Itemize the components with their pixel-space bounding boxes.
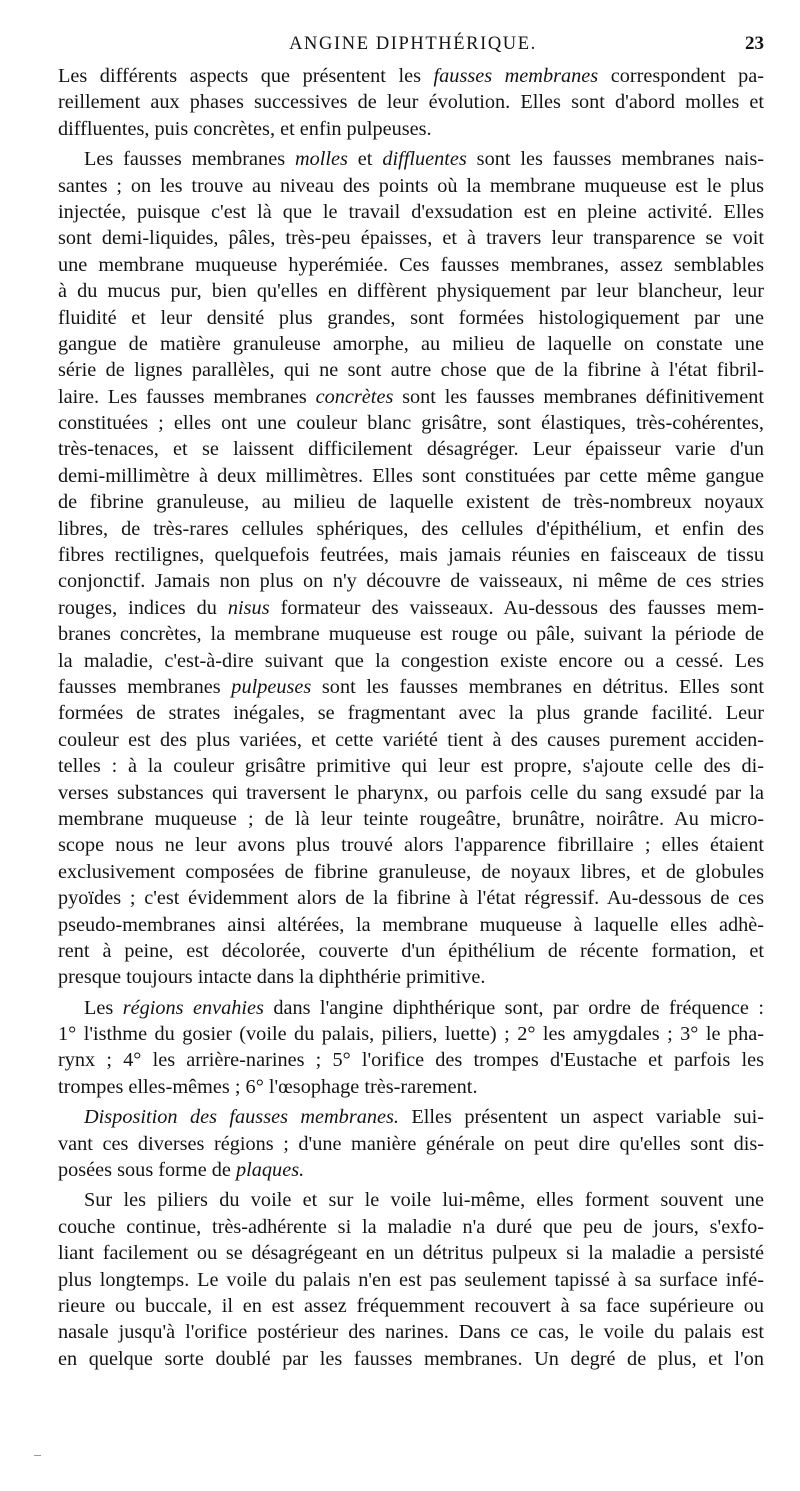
text-line: une membrane muqueuse hyperémiée. Ces fausses membranes, assez semblables: [58, 253, 764, 276]
text-line: vant ces diverses régions ; d'une manière générale on peut dire qu'elles sont dis-: [58, 1132, 764, 1155]
text-line: Disposition des fausses membranes. Elles présentent un aspect variable sui-: [84, 1106, 764, 1129]
text-line: la maladie, c'est-à-dire suivant que la congestion existe encore ou a cessé. Les: [58, 649, 764, 672]
text-line: fausses membranes pulpeuses sont les fausses membranes en détritus. Elles sont: [58, 675, 764, 698]
text-line: laire. Les fausses membranes concrètes sont les fausses membranes définitivement: [58, 385, 764, 408]
paragraph-evolution: [58, 63, 764, 142]
text-line: de fibrine granuleuse, au milieu de laquelle existent de très-nombreux noyaux: [58, 491, 764, 514]
text-line: membrane muqueuse ; de là leur teinte rougeâtre, brunâtre, noirâtre. Au micro-: [58, 807, 764, 830]
text-line: 1° l'isthme du gosier (voile du palais, piliers, luette) ; 2° les amygdales ; 3° le pha-: [58, 1023, 764, 1046]
text-line: rieure ou buccale, il en est assez fréquemment recouvert à sa face supérieure ou: [58, 1294, 764, 1317]
text-line: posées sous forme de plaques.: [58, 1159, 305, 1182]
text-line: rent à peine, est décolorée, couverte d'un épithélium de récente formation, et: [58, 939, 764, 962]
text-line: exclusivement composées de fibrine granuleuse, de noyaux libres, et de globules: [58, 860, 764, 883]
page-number: 23: [745, 33, 764, 54]
text-line: rouges, indices du nisus formateur des vaisseaux. Au-dessous des fausses mem-: [58, 596, 764, 619]
text-line: Les fausses membranes molles et diffluentes sont les fausses membranes nais-: [84, 148, 764, 171]
text-line: santes ; on les trouve au niveau des points où la membrane muqueuse est le plus: [58, 174, 764, 197]
text-line: branes concrètes, la membrane muqueuse est rouge ou pâle, suivant la période de: [58, 623, 764, 646]
text-line: couleur est des plus variées, et cette variété tient à des causes purement acciden-: [58, 728, 764, 751]
page-header: [58, 30, 768, 58]
text-line: série de lignes parallèles, qui ne sont autre chose que de la fibrine à l'état fibril-: [58, 359, 764, 382]
running-title: ANGINE DIPHTHÉRIQUE.: [289, 34, 537, 54]
text-line: à du mucus pur, bien qu'elles en diffèrent physiquement par leur blancheur, leur: [58, 280, 764, 303]
text-line: rynx ; 4° les arrière-narines ; 5° l'orifice des trompes d'Eustache et parfois les: [58, 1049, 764, 1072]
text-line: nasale jusqu'à l'orifice postérieur des narines. Dans ce cas, le voile du palais est: [58, 1321, 764, 1344]
text-line: couche continue, très-adhérente si la maladie n'a duré que peu de jours, s'exfo-: [58, 1215, 764, 1238]
text-line: constituées ; elles ont une couleur blanc grisâtre, sont élastiques, très-cohérentes,: [58, 412, 764, 435]
paragraph-veil-pillars: [58, 1187, 764, 1372]
text-line: verses substances qui traversent le pharynx, ou parfois celle du sang exsudé par la: [58, 781, 764, 804]
paragraph-membrane-disposition: [58, 1104, 764, 1183]
text-line: Les différents aspects que présentent les fausses membranes correspondent pa-: [58, 65, 764, 87]
body-text: [58, 63, 764, 1372]
margin-mark: [34, 1455, 41, 1456]
paragraph-membrane-types: [58, 146, 764, 991]
text-line: très-tenaces, et se laissent difficilement désagréger. Leur épaisseur varie d'un: [58, 438, 764, 461]
text-line: pseudo-membranes ainsi altérées, la membrane muqueuse à laquelle elles adhè-: [58, 913, 764, 936]
text-line: gangue de matière granuleuse amorphe, au milieu de laquelle on constate une: [58, 332, 764, 355]
text-line: formées de strates inégales, se fragmentant avec la plus grande facilité. Leur: [58, 702, 764, 725]
text-line: diffluentes, puis concrètes, et enfin pulpeuses.: [58, 117, 432, 140]
text-line: Les régions envahies dans l'angine diphthérique sont, par ordre de fréquence :: [84, 996, 764, 1019]
text-line: plus longtemps. Le voile du palais n'en est pas seulement tapissé à sa surface infé-: [58, 1268, 764, 1291]
text-line: injectée, puisque c'est là que le travail d'exsudation est en pleine activité. Elles: [58, 200, 764, 223]
text-line: telles : à la couleur grisâtre primitive qui leur est propre, s'ajoute celle des di-: [58, 755, 764, 778]
paragraph-invaded-regions: [58, 995, 764, 1101]
text-line: pyoïdes ; c'est évidemment alors de la fibrine à l'état régressif. Au-dessous de ces: [58, 887, 764, 910]
text-line: Sur les piliers du voile et sur le voile lui-même, elles forment souvent une: [84, 1189, 764, 1212]
text-line: liant facilement ou se désagrégeant en un détritus pulpeux si la maladie a persisté: [58, 1242, 764, 1265]
text-line: sont demi-liquides, pâles, très-peu épaisses, et à travers leur transparence se voit: [58, 227, 764, 250]
text-line: scope nous ne leur avons plus trouvé alors l'apparence fibrillaire ; elles étaient: [58, 834, 764, 857]
text-line: reillement aux phases successives de leur évolution. Elles sont d'abord molles et: [58, 91, 764, 114]
text-line: en quelque sorte doublé par les fausses membranes. Un degré de plus, et l'on: [58, 1347, 764, 1370]
text-line: libres, de très-rares cellules sphériques, des cellules d'épithélium, et enfin des: [58, 517, 764, 540]
text-line: demi-millimètre à deux millimètres. Elles sont constituées par cette même gangue: [58, 464, 764, 487]
text-line: presque toujours intacte dans la diphthérie primitive.: [58, 966, 486, 989]
text-line: conjonctif. Jamais non plus on n'y découvre de vaisseaux, ni même de ces stries: [58, 570, 764, 593]
text-line: fibres rectilignes, quelquefois feutrées, mais jamais réunies en faisceaux de tissu: [58, 544, 764, 567]
text-line: fluidité et leur densité plus grandes, sont formées histologiquement par une: [58, 306, 764, 329]
text-line: trompes elles-mêmes ; 6° l'œsophage très-rarement.: [58, 1075, 478, 1098]
